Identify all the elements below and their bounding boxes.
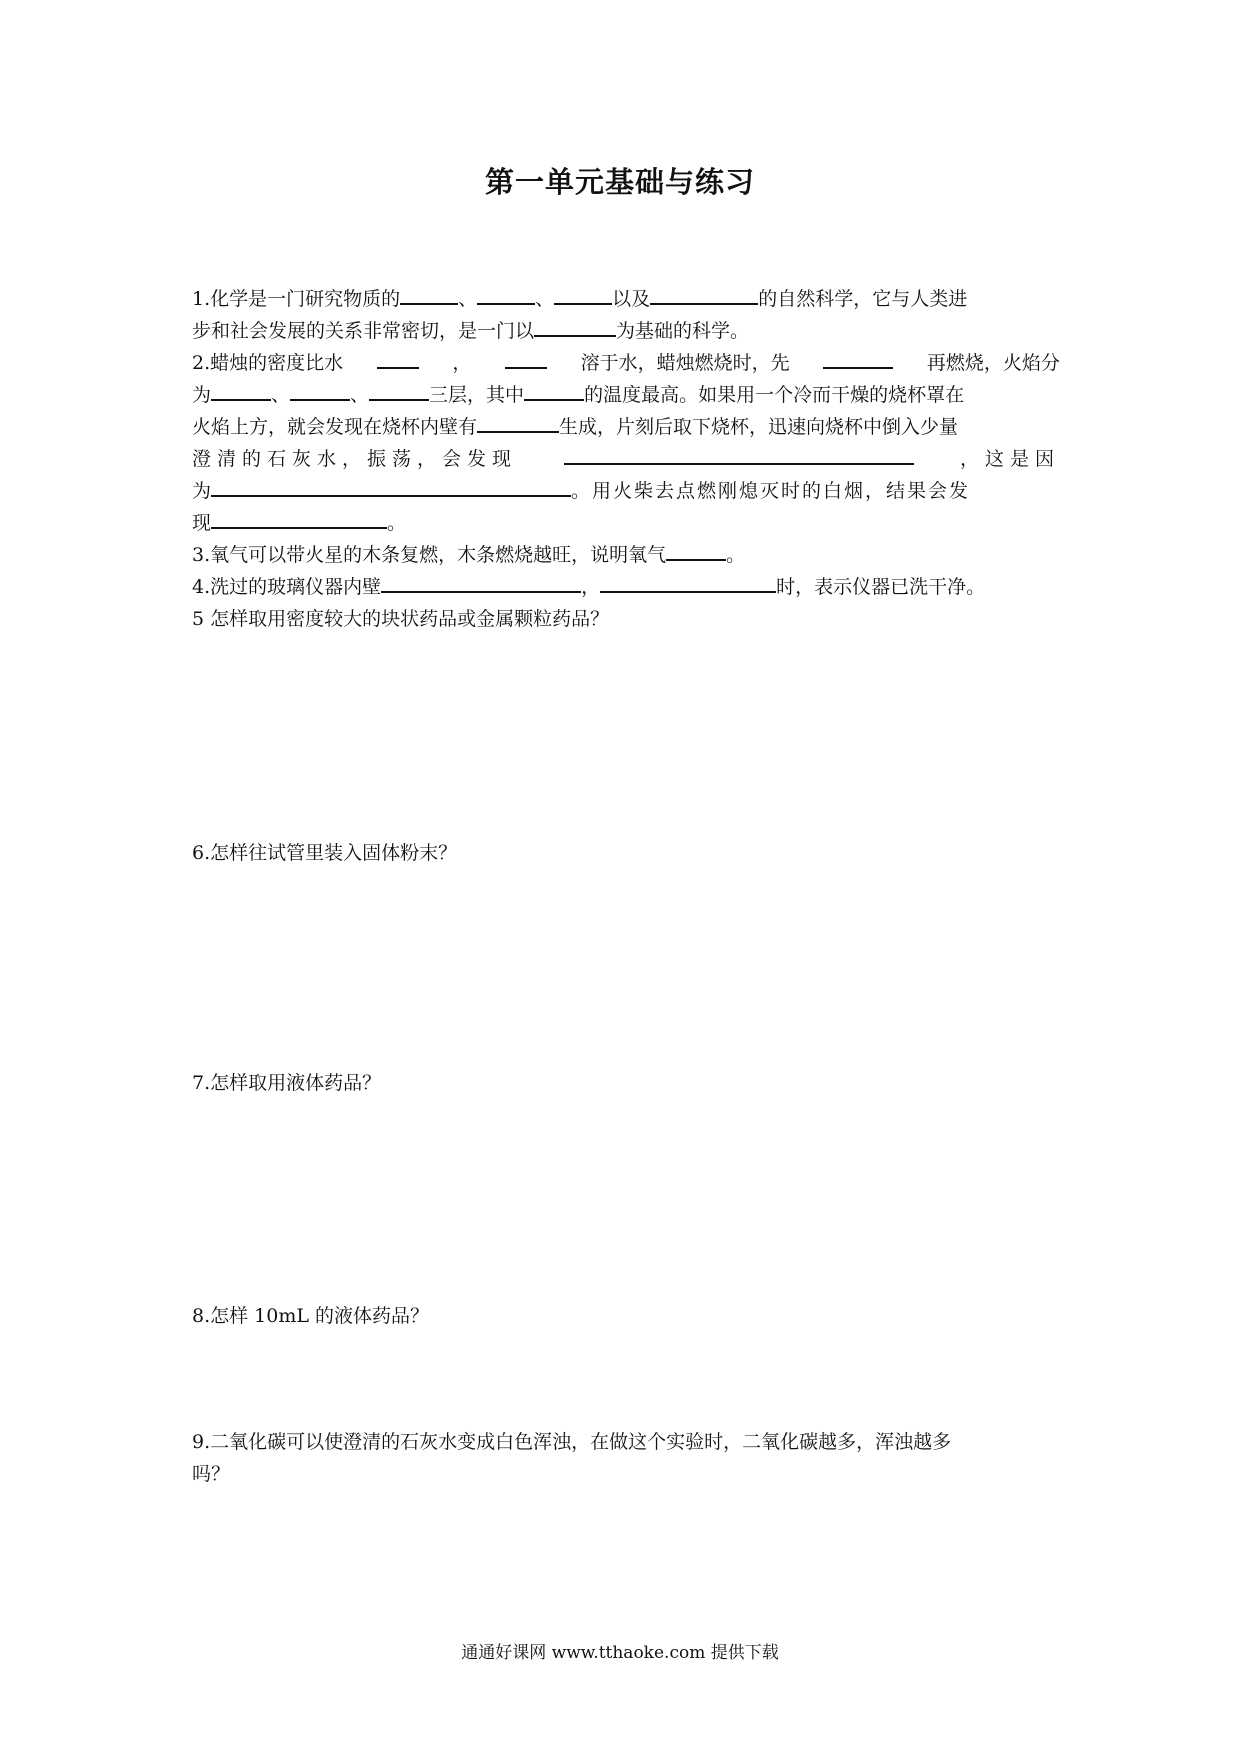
q1-text: 的自然科学，它与人类进: [758, 288, 968, 310]
q2-blank-7[interactable]: [524, 379, 584, 401]
q2-blank-6[interactable]: [369, 379, 429, 401]
q2-line6: [192, 507, 1060, 539]
q2-line2: [192, 379, 1060, 411]
q1-text: 以及: [612, 288, 651, 310]
q9-line2: 吗？: [192, 1463, 231, 1485]
q2-text: 。: [387, 512, 407, 534]
q1-line1: [192, 283, 1060, 315]
q4-text: ，: [581, 576, 601, 598]
q2-text: 2.蜡烛的密度比水: [192, 352, 344, 374]
q1-blank-2[interactable]: [477, 283, 535, 305]
q6-line: 6.怎样往试管里装入固体粉末？: [192, 842, 458, 864]
q2-blank-10[interactable]: [211, 475, 571, 497]
q7-line: 7.怎样取用液体药品？: [192, 1072, 382, 1094]
q2-text: 为: [192, 384, 212, 406]
q1-sep: 、: [535, 288, 555, 310]
q2-text: 的温度最高。如果用一个冷而干燥的烧杯罩在: [584, 384, 965, 406]
q2-text: 为: [192, 480, 212, 502]
q4-text: 4.洗过的玻璃仪器内壁: [192, 576, 382, 598]
q2-blank-2[interactable]: [505, 347, 547, 369]
q4-blank-1[interactable]: [381, 571, 581, 593]
q8-line: 8.怎样 10mL 的液体药品？: [192, 1305, 430, 1327]
q2-text: 。用火柴去点燃刚熄灭时的白烟，结果会发: [571, 480, 971, 502]
q4-line: [192, 571, 1060, 603]
q1-sep: 、: [458, 288, 478, 310]
q9-line1: 9.二氧化碳可以使澄清的石灰水变成白色浑浊，在做这个实验时，二氧化碳越多，浑浊越多: [192, 1431, 952, 1453]
q2-text: 三层，其中: [429, 384, 525, 406]
q2-text: 再燃烧，火焰分: [926, 352, 1060, 374]
footer-text: 通通好课网 www.tthaoke.com 提供下载: [461, 1643, 779, 1663]
q1-line2: [192, 315, 1060, 347]
q2-line1: [192, 347, 1060, 379]
q2-text: ，这是因: [959, 448, 1060, 470]
q1-text: 1.化学是一门研究物质的: [192, 288, 401, 310]
q2-text: 澄清的石灰水，振荡，会发现: [192, 448, 518, 470]
q4-text: 时，表示仪器已洗干净。: [776, 576, 986, 598]
q1-blank-3[interactable]: [554, 283, 612, 305]
q2-line3: [192, 411, 1060, 443]
q1-blank-4[interactable]: [650, 283, 758, 305]
q2-text: 溶于水，蜡烛燃烧时，先: [580, 352, 790, 374]
q5-line: 5 怎样取用密度较大的块状药品或金属颗粒药品？: [192, 608, 610, 630]
q4-blank-2[interactable]: [600, 571, 776, 593]
q2-line5: [192, 475, 1060, 507]
q1-blank-5[interactable]: [534, 315, 616, 337]
q2-blank-3[interactable]: [823, 347, 893, 369]
q2-text: 、: [271, 384, 291, 406]
q1-text: 步和社会发展的关系非常密切，是一门以: [192, 320, 535, 342]
q2-line4: [192, 443, 1060, 475]
q2-text: ，: [452, 352, 472, 374]
q2-blank-11[interactable]: [211, 507, 387, 529]
q3-text: 。: [726, 544, 746, 566]
q1-text: 为基础的科学。: [616, 320, 750, 342]
q2-text: 生成，片刻后取下烧杯，迅速向烧杯中倒入少量: [559, 416, 959, 438]
q1-blank-1[interactable]: [400, 283, 458, 305]
q2-blank-8[interactable]: [477, 411, 559, 433]
q2-text: 火焰上方，就会发现在烧杯内壁有: [192, 416, 478, 438]
q2-blank-9[interactable]: [564, 443, 914, 465]
q3-blank[interactable]: [666, 539, 726, 561]
q2-blank-5[interactable]: [290, 379, 350, 401]
q2-text: 、: [350, 384, 370, 406]
q2-blank-1[interactable]: [377, 347, 419, 369]
q2-text: 现: [192, 512, 212, 534]
q2-blank-4[interactable]: [211, 379, 271, 401]
page-title: 第一单元基础与练习: [484, 165, 755, 199]
q3-line: [192, 539, 1060, 571]
q3-text: 3.氧气可以带火星的木条复燃，木条燃烧越旺，说明氧气: [192, 544, 667, 566]
